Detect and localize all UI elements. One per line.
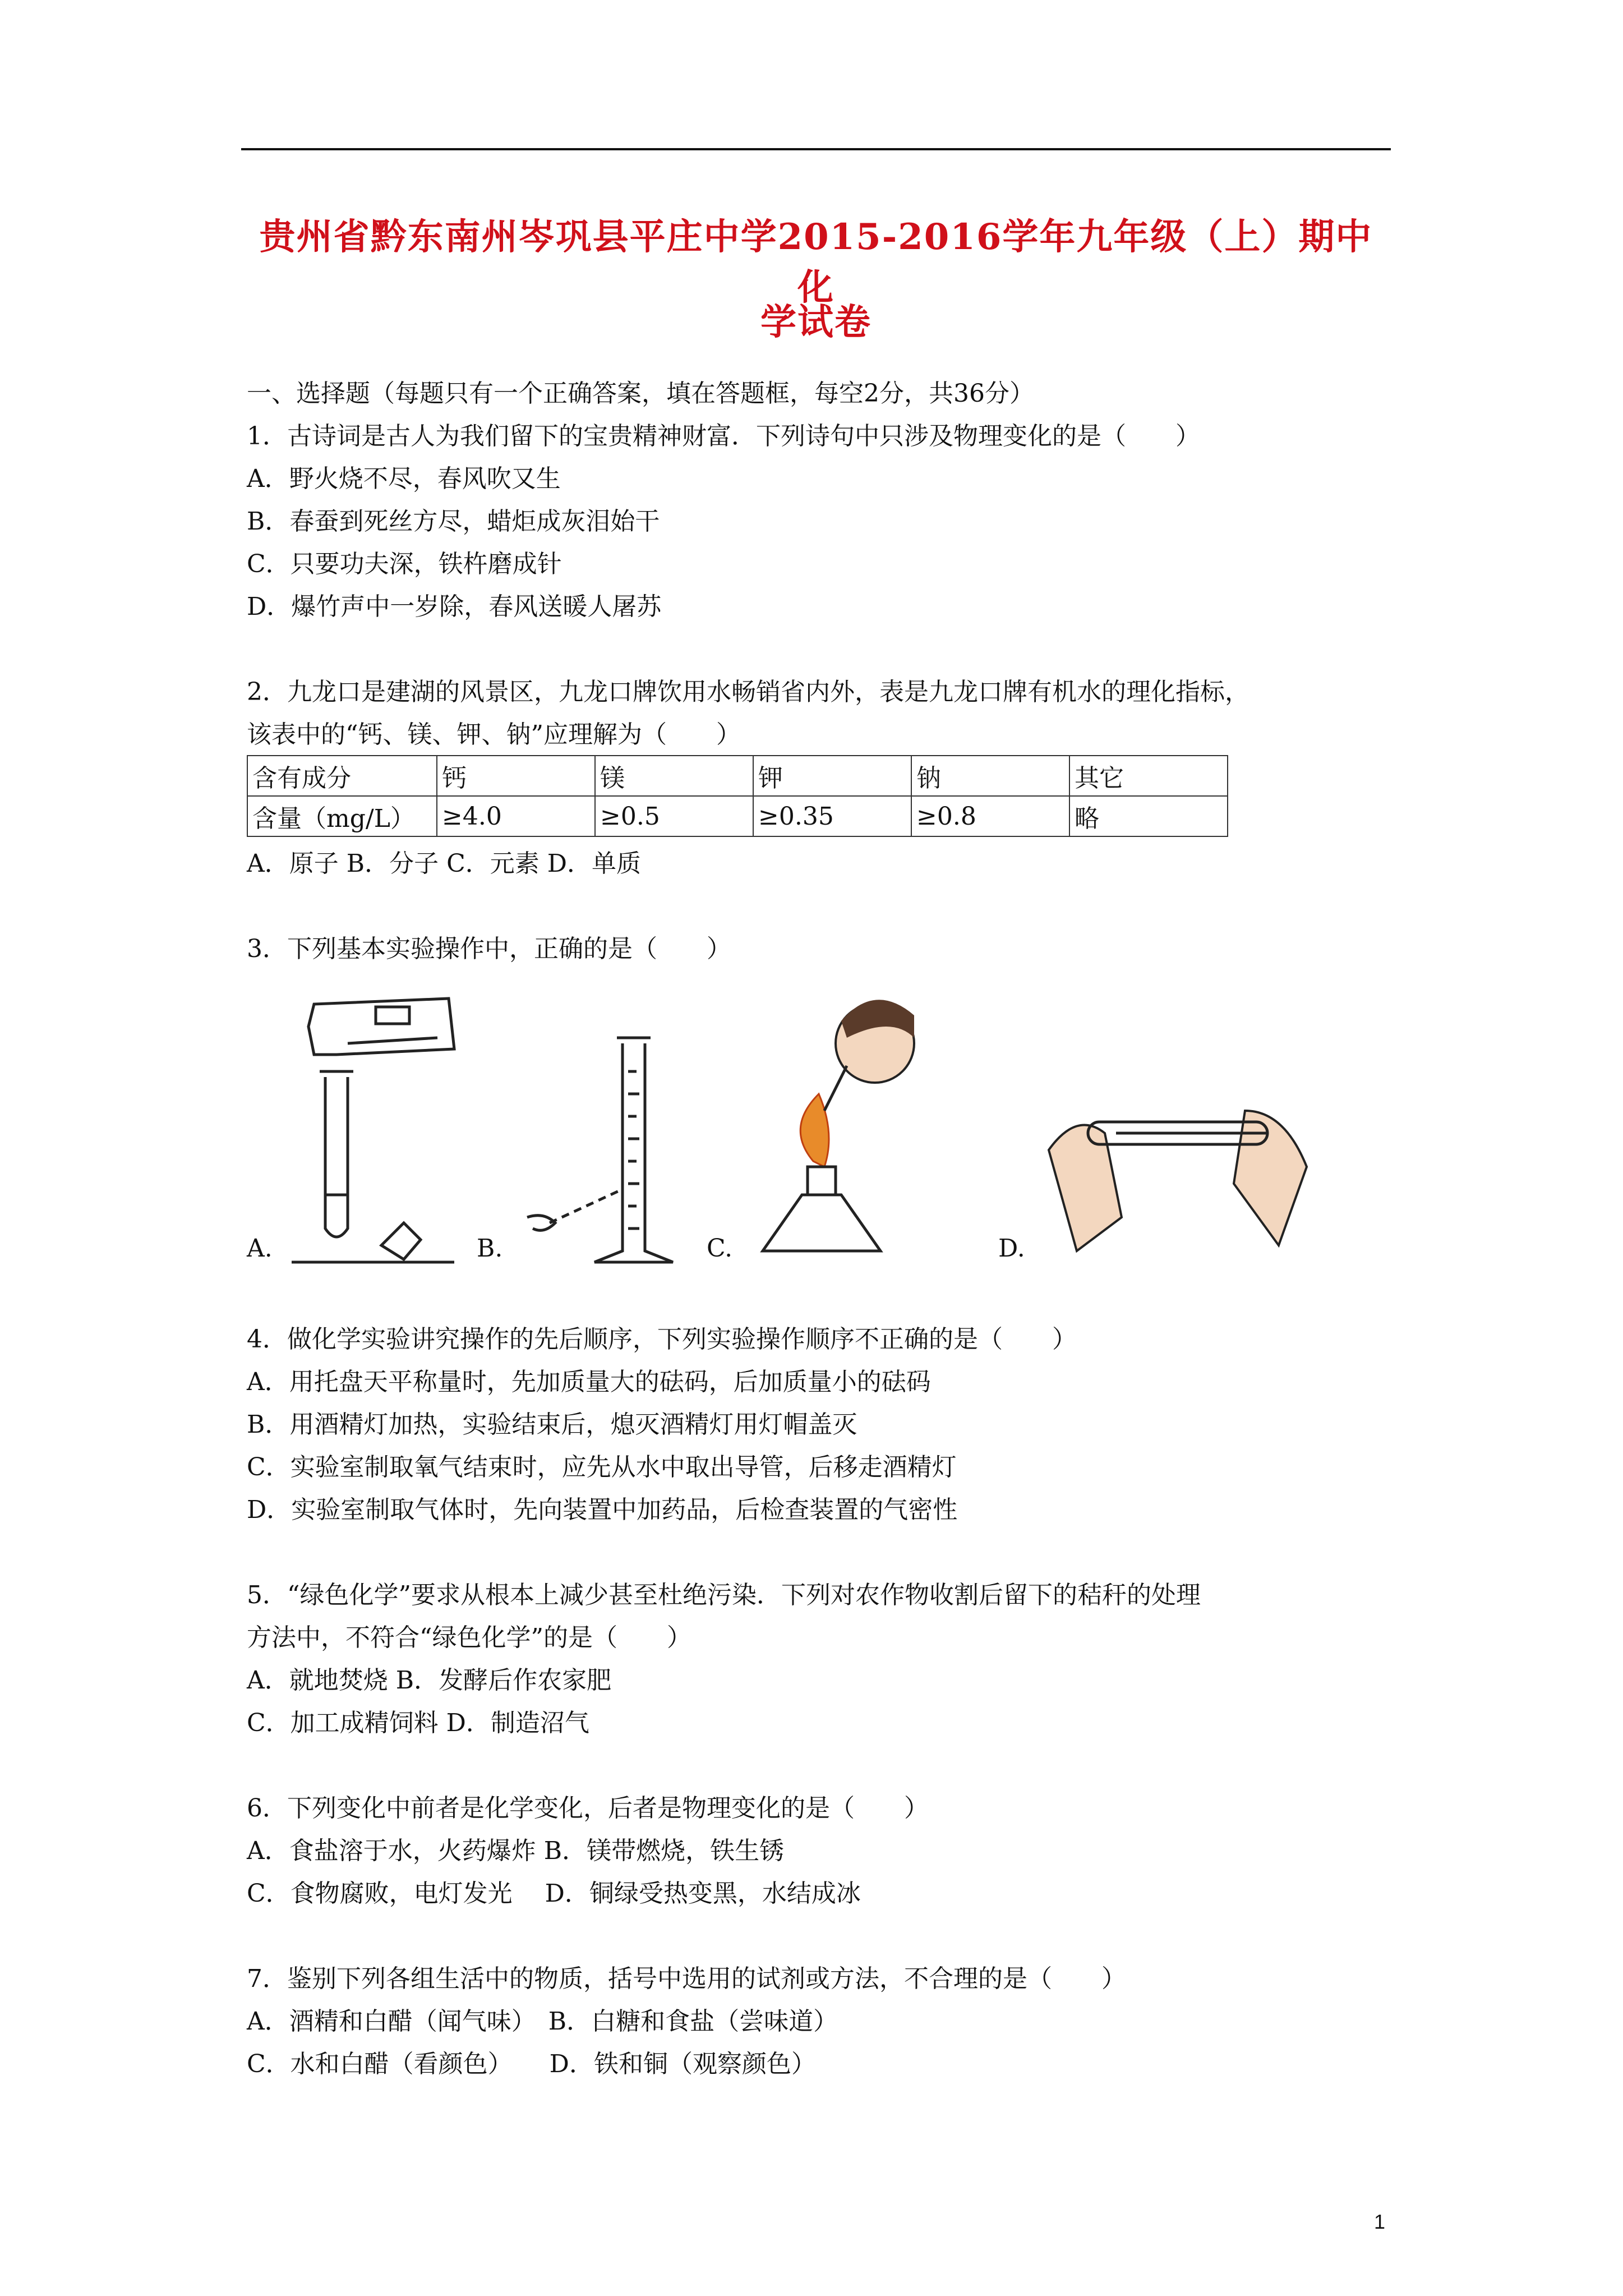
q2-stem-line-2: 该表中的“钙、镁、钾、钠”应理解为（ ） xyxy=(247,720,741,749)
figure-c-blowing-lamp xyxy=(751,982,942,1273)
figure-label-c: C. xyxy=(707,1234,733,1263)
figure-b-cylinder-reading xyxy=(522,982,707,1273)
q1-option-b: B．春蚕到死丝方尽，蜡炬成灰泪始干 xyxy=(247,507,660,536)
q7-stem: 7．鉴别下列各组生活中的物质，括号中选用的试剂或方法，不合理的是（ ） xyxy=(247,1964,1126,1993)
table-cell: 含有成分 xyxy=(247,756,437,796)
q7-options-row-1: A．酒精和白醋（闻气味） B．白糖和食盐（尝味道） xyxy=(247,2007,838,2036)
q7-options-row-2: C．水和白醋（看颜色） D．铁和铜（观察颜色） xyxy=(247,2050,816,2078)
q6-options-row-2: C．食物腐败，电灯发光 D．铜绿受热变黑，水结成冰 xyxy=(247,1879,861,1908)
q6-options-row-1: A．食盐溶于水，火药爆炸 B．镁带燃烧，铁生锈 xyxy=(247,1837,785,1865)
header-rule xyxy=(241,148,1391,150)
q6-stem: 6．下列变化中前者是化学变化，后者是物理变化的是（ ） xyxy=(247,1794,929,1823)
table-cell: ≥0.35 xyxy=(753,796,911,836)
q1-option-a: A．野火烧不尽，春风吹又生 xyxy=(247,464,561,493)
title-line-1: 贵州省黔东南州岑巩县平庄中学2015-2016学年九年级（上）期中化 xyxy=(259,216,1373,309)
table-header-row xyxy=(247,756,1228,796)
table-cell: ≥0.8 xyxy=(911,796,1069,836)
section-heading: 一、选择题（每题只有一个正确答案，填在答题框，每空2分，共36分） xyxy=(247,379,1034,408)
table-row xyxy=(247,796,1228,836)
title-line-2: 学试卷 xyxy=(760,301,872,343)
q1-option-c: C．只要功夫深，铁杵磨成针 xyxy=(247,550,562,578)
q5-stem-line-2: 方法中，不符合“绿色化学”的是（ ） xyxy=(247,1623,691,1652)
page-number: 1 xyxy=(1374,2210,1386,2233)
table-cell: 钠 xyxy=(911,756,1069,796)
table-cell: 含量（mg/L） xyxy=(247,796,437,836)
q5-stem-line-1: 5．“绿色化学”要求从根本上减少甚至杜绝污染．下列对农作物收割后留下的秸秆的处理 xyxy=(247,1581,1201,1609)
q5-options-row-2: C．加工成精饲料 D．制造沼气 xyxy=(247,1709,589,1737)
q2-options: A．原子 B．分子 C．元素 D．单质 xyxy=(247,849,642,878)
table-cell: 镁 xyxy=(595,756,753,796)
q1-option-d: D．爆竹声中一岁除，春风送暖人屠苏 xyxy=(247,592,662,621)
figure-label-a: A. xyxy=(247,1234,273,1263)
q4-option-b: B．用酒精灯加热，实验结束后，熄灭酒精灯用灯帽盖灭 xyxy=(247,1410,857,1439)
q4-option-d: D．实验室制取气体时，先向装置中加药品，后检查装置的气密性 xyxy=(247,1496,958,1524)
mineral-table xyxy=(247,755,1228,837)
table-cell: 略 xyxy=(1069,796,1228,836)
q4-option-a: A．用托盘天平称量时，先加质量大的砝码，后加质量小的砝码 xyxy=(247,1368,931,1396)
q5-options-row-1: A．就地焚烧 B．发酵后作农家肥 xyxy=(247,1666,612,1695)
figure-a-pouring-liquid xyxy=(292,982,460,1273)
q3-stem: 3．下列基本实验操作中，正确的是（ ） xyxy=(247,935,731,963)
table-cell: 其它 xyxy=(1069,756,1228,796)
table-cell: ≥0.5 xyxy=(595,796,753,836)
q2-stem-line-1: 2．九龙口是建湖的风景区，九龙口牌饮用水畅销省内外，表是九龙口牌有机水的理化指标， xyxy=(247,678,1249,706)
table-cell: ≥4.0 xyxy=(437,796,595,836)
figure-label-b: B. xyxy=(477,1234,503,1263)
q4-stem: 4．做化学实验讲究操作的先后顺序，下列实验操作顺序不正确的是（ ） xyxy=(247,1325,1077,1354)
figure-label-d: D. xyxy=(998,1234,1025,1263)
figure-d-holding-tube xyxy=(1043,982,1312,1273)
q1-stem: 1．古诗词是古人为我们留下的宝贵精神财富．下列诗句中只涉及物理变化的是（ ） xyxy=(247,422,1200,450)
table-cell: 钙 xyxy=(437,756,595,796)
table-cell: 钾 xyxy=(753,756,911,796)
q4-option-c: C．实验室制取氧气结束时，应先从水中取出导管，后移走酒精灯 xyxy=(247,1453,957,1481)
